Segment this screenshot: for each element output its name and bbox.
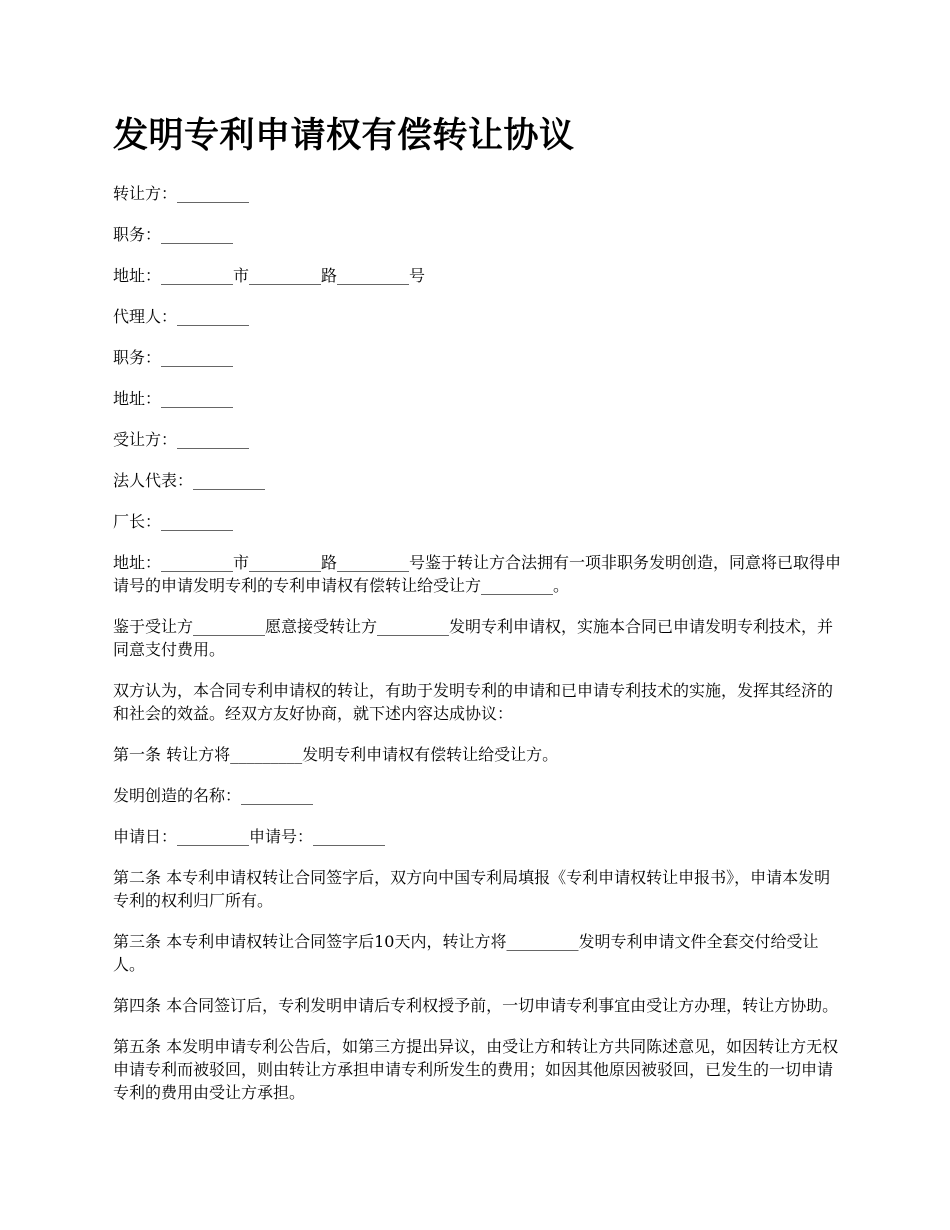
transferee-field: 受让方：_________ [113,430,250,449]
document-page [113,112,843,1122]
agent-address-field: 地址：_________ [113,389,234,408]
legal-representative-field: 法人代表：_________ [113,471,266,490]
transferor-address-field: 地址：_________市_________路_________号 [113,266,426,285]
preamble-paragraph-2: 鉴于受让方_________愿意接受转让方_________发明专利申请权，实施本合同已申请发明专利技术，并同意支付费用。 [113,617,834,659]
agent-field: 代理人：_________ [113,307,250,326]
invention-name-field: 发明创造的名称：_________ [113,786,314,805]
article-2: 第二条 本专利申请权转让合同签字后，双方向中国专利局填报《专利申请权转让申报书》，申请本发明专利的权利归厂所有。 [113,868,831,910]
preamble-paragraph-3: 双方认为，本合同专利申请权的转让，有助于发明专利的申请和已申请专利技术的实施，发挥其经济的和社会的效益。经双方友好协商，就下述内容达成协议： [113,681,834,723]
article-3: 第三条 本专利申请权转让合同签字后10天内，转让方将_________发明专利申请文件全套交付给受让人。 [113,932,819,974]
preamble-paragraph-1: 地址：_________市_________路_________号鉴于转让方合法拥有一项非职务发明创造，同意将已取得申请号的申请发明专利的专利申请权有偿转让给受让方_________。 [113,553,842,595]
application-date-number-field: 申请日：_________申请号：_________ [113,827,386,846]
article-1: 第一条 转让方将_________发明专利申请权有偿转让给受让方。 [113,745,559,764]
transferor-field: 转让方：_________ [113,184,250,203]
article-4: 第四条 本合同签订后，专利发明申请后专利权授予前，一切申请专利事宜由受让方办理，转让方协助。 [113,996,839,1015]
factory-director-field: 厂长：_________ [113,512,234,531]
document-title: 发明专利申请权有偿转让协议 [113,116,575,156]
article-5: 第五条 本发明申请专利公告后，如第三方提出异议，由受让方和转让方共同陈述意见，如因转让方无权申请专利而被驳回，则由转让方承担申请专利所发生的费用；如因其他原因被驳回，已发生的一切申请专利的费用由受让方承担。 [113,1037,839,1102]
transferor-position-field: 职务：_________ [113,225,234,244]
agent-position-field: 职务：_________ [113,348,234,367]
